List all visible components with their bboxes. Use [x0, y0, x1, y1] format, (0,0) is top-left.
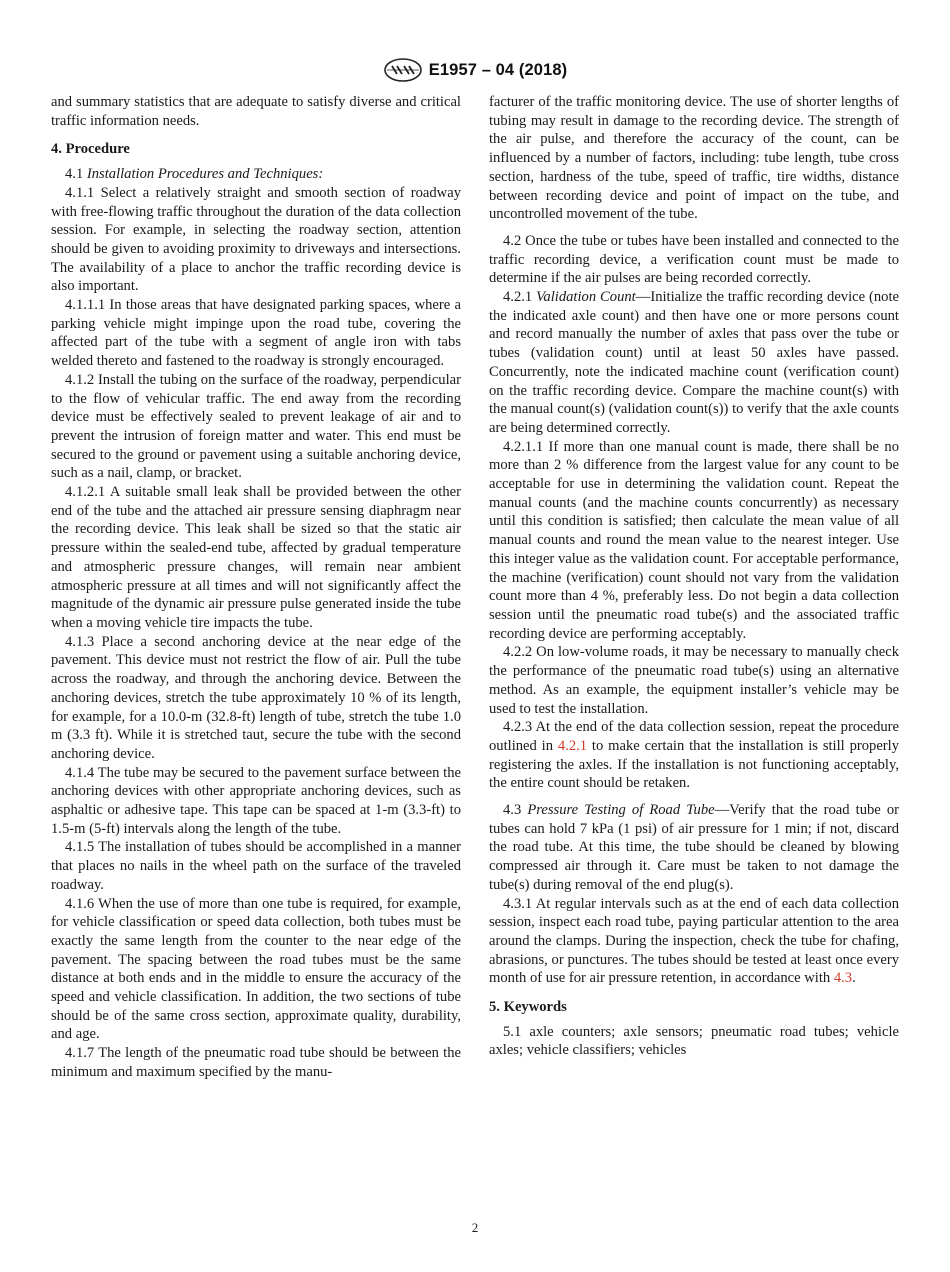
paragraph-4-2-3: 4.2.3 At the end of the data collection session, repeat the procedure outlined in 4.2.1 to make certain that the installation is still properly registering the axles. If the installation is not functioning acceptably, the entire count should be retaken.: [489, 719, 900, 792]
document-designation: E1957 – 04 (2018): [428, 60, 568, 79]
subsection-title: Installation Procedures and Techniques:: [86, 166, 324, 183]
paragraph-4-1: 4.1 Installation Procedures and Techniques:: [65, 166, 324, 183]
paragraph-4-1-2-1: 4.1.2.1 A suitable small leak shall be provided between the other end of the tube and the attached air pressure sensing diaphragm near the recording device. This leak shall be sized so that the static air pressure within the sealed-end tube, affected by gradual temperature and atmospheric pressure changes, will remain near ambient atmospheric pressure at all times and will not significantly affect the magnitude of the dynamic air pressure pulse generated inside the tube when a moving vehicle tire impacts the tube.: [51, 484, 461, 631]
left-column: [51, 93, 461, 1082]
paragraph-4-2-1-1: 4.2.1.1 If more than one manual count is made, there shall be no more than 2 % difference from the largest value for any count to be acceptable for use in determining the validation count. Repeat the manual counts (and the machine counts concurrently) as necessary until this condition is satisfied; then calculate the mean value of all manual counts and round the mean value to the nearest integer. Use this integer value as the validation count. For acceptable performance, the machine (verification) count should not vary from the validation count more than 4 %, preferably less. Do not begin a data collection session until the pneumatic road tube(s) and the associated traffic recording device are performing acceptably.: [489, 438, 899, 642]
paragraph-4-3: 4.3 Pressure Testing of Road Tube—Verify that the road tube or tubes can hold 7 kPa (1 psi) of air pressure for 1 min; if not, discard the road tube. At this time, the tube should be cleaned by blowing compressed air through it. Care must be taken to not damage the tube(s) during removal of the end plug(s).: [489, 802, 900, 893]
paragraph-4-3-1: 4.3.1 At regular intervals such as at the end of each data collection session, inspect each road tube, paying particular attention to the area around the clamps. During the inspection, check the tube for chafing, abrasions, or punctures. The tubes should be tested at least once every month of use for air pressure retention, in accordance with 4.3.: [489, 895, 899, 987]
paragraph-4-1-1-1: 4.1.1.1 In those areas that have designated parking spaces, where a parking vehicle might impinge upon the road tube, covering the affected part of the tube with a segment of angle iron with tabs welded thereto and fastened to the roadway is strongly encouraged.: [51, 297, 461, 370]
paragraph-4-2-1: 4.2.1 Validation Count—Initialize the traffic recording device (note the indicated axle count) and then have one or more persons count and record manually the number of axles that pass over the tube or tubes (validation count) until at least 50 axles have passed. Concurrently, note the indicated machine count (verification count) on the traffic recording device. Compare the machine count(s) with the manual count(s) (validation count(s)) to verify that the axle counts are being determined correctly.: [489, 289, 900, 436]
paragraph-5-1: 5.1 axle counters; axle sensors; pneumatic road tubes; vehicle axles; vehicle classifiers; vehicles: [489, 1023, 899, 1059]
cross-reference-link[interactable]: 4.2.1: [557, 737, 588, 754]
paragraph-4-1-6: 4.1.6 When the use of more than one tube is required, for example, for vehicle classification or speed data collection, both tubes must be exactly the same length from the counter to the near edge of the pavement. The spacing between the road tubes must be the same distance at both ends and in the middle to ensure the accuracy of the speed and vehicle classification. In addition, the two sections of tube should be of the same cross section, approximate quality, durability, and age.: [51, 895, 461, 1043]
paragraph-4-1-2: 4.1.2 Install the tubing on the surface of the roadway, perpendicular to the flow of vehicular traffic. The end away from the recording device must be effectively sealed to prevent leakage of air and to prevent the intrusion of foreign matter and water. This end must be secured to the ground or pavement using a suitable anchoring device, such as a nail, clamp, or bracket.: [51, 371, 461, 482]
paragraph-4-2: 4.2 Once the tube or tubes have been installed and connected to the traffic recording device, a verification count must be made to determine if the air pulses are being recorded correctly.: [489, 232, 899, 287]
paragraph-4-1-7-continuation: facturer of the traffic monitoring device. The use of shorter lengths of tubing may result in damage to the recording device. The strength of the air pulse, and therefore the accuracy of the count, can be influenced by a number of factors, including: tube length, tube cross section, hardness of the tube, speed of traffic, tire widths, distance between recording device and point of impact on the tube, and uncontrolled movement of the tube.: [489, 94, 899, 223]
astm-logo-icon: [383, 58, 423, 82]
section-heading-procedure: 4. Procedure: [51, 141, 130, 158]
paragraph-4-1-7: 4.1.7 The length of the pneumatic road tube should be between the minimum and maximum specified by the manu-: [51, 1045, 461, 1080]
cross-reference-link[interactable]: 4.3: [833, 970, 853, 987]
paragraph-4-1-1: 4.1.1 Select a relatively straight and smooth section of roadway with free-flowing traffic throughout the duration of the data collection session. For example, in selecting the roadway section, attention should be given to avoiding proximity to driveways and intersections. The availability of a place to anchor the traffic recording device is also important.: [51, 184, 461, 295]
paragraph-4-1-3: 4.1.3 Place a second anchoring device at the near edge of the pavement. This device must not restrict the flow of air. Pull the tube across the roadway, and through the anchoring device. Between the anchoring devices, stretch the tube approximately 10 % of its length, for example, for a 10.0-m (32.8-ft) length of tube, stretch the tube 1.0 m (3.3 ft). While it is stretched taut, secure the tube with the second anchoring device.: [51, 633, 461, 762]
paragraph-4-1-4: 4.1.4 The tube may be secured to the pavement surface between the anchoring devices with other appropriate anchoring devices, such as asphaltic or adhesive tape. This tape can be spaced at 1-m (3.3-ft) to 1.5-m (5-ft) intervals along the length of the tube.: [51, 764, 461, 837]
page-header: [0, 57, 950, 83]
section-heading-keywords: 5. Keywords: [489, 999, 567, 1016]
page-number: 2: [471, 1220, 479, 1235]
right-column: [489, 93, 899, 1060]
paragraph-4-1-5: 4.1.5 The installation of tubes should be accomplished in a manner that places no nails in the wheel path on the surface of the traveled roadway.: [51, 839, 461, 893]
paragraph-4-2-2: 4.2.2 On low-volume roads, it may be necessary to manually check the performance of the pneumatic road tube(s) using an alternative method. As an example, the equipment installer’s vehicle may be used to test the installation.: [489, 644, 899, 717]
paragraph-continuation: and summary statistics that are adequate to satisfy diverse and critical traffic information needs.: [51, 94, 461, 129]
